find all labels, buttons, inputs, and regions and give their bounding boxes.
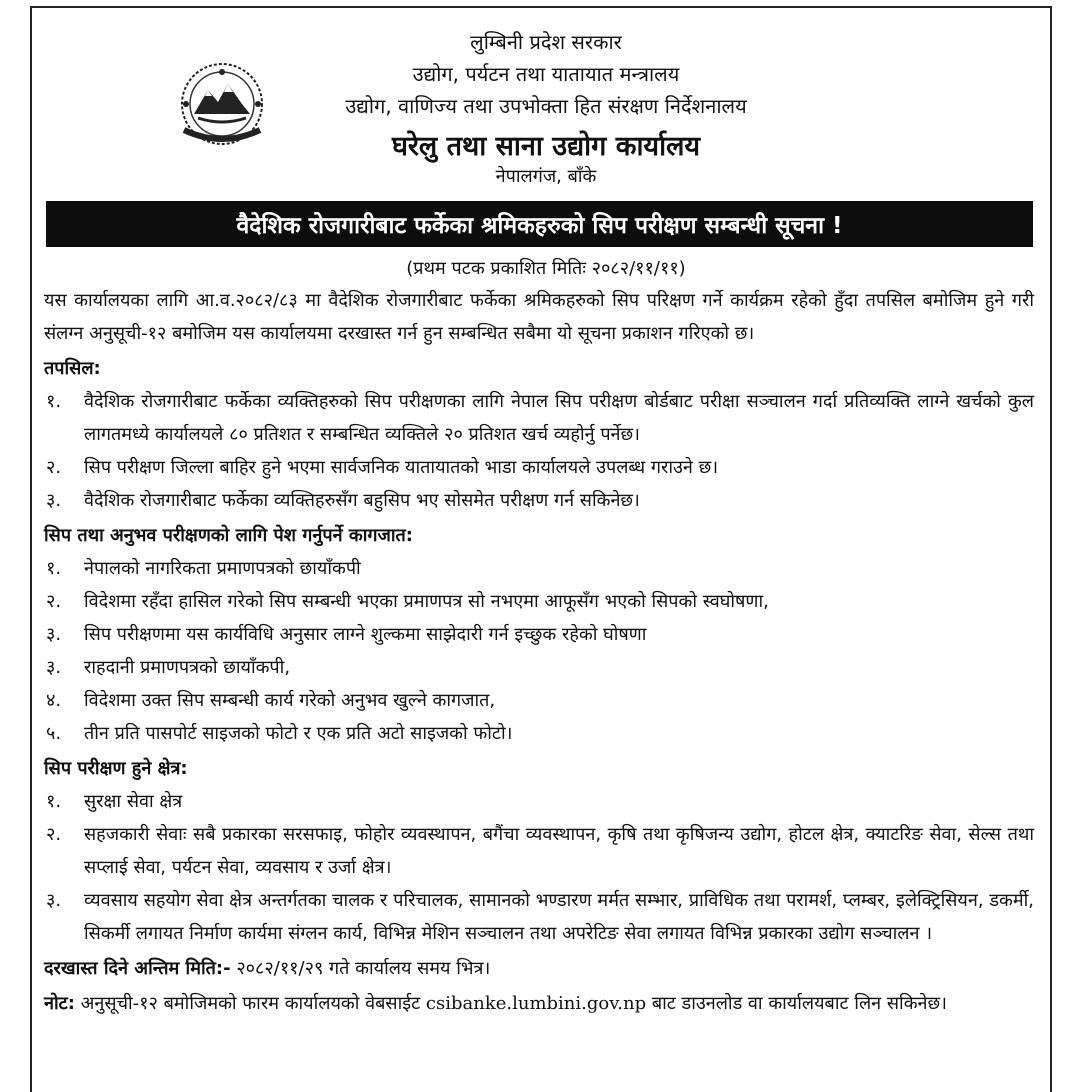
item-text: विदेशमा रहँदा हासिल गरेको सिप सम्बन्धी भएका प्रमाणपत्र सो नभएमा आफूसँग भएको सिपको स्वघोषणा, (84, 591, 769, 612)
details-heading: तपसिल: (44, 358, 101, 379)
list-item (44, 618, 1034, 651)
item-text: वैदेशिक रोजगारीबाट फर्केका व्यक्तिहरुको सिप परीक्षणका लागि नेपाल सिप परीक्षण बोर्डबाट परीक्षा सञ्चालन गर्दा प्रतिव्यक्ति लाग्ने खर्चको कुल लागतमध्ये कार्यालयले ८० प्रतिशत र सम्बन्धित व्यक्तिले २० प्रतिशत खर्च व्यहोर्नु पर्नेछ। (84, 391, 1034, 445)
item-text: व्यवसाय सहयोग सेवा क्षेत्र अन्तर्गतका चालक र परिचालक, सामानको भण्डारण मर्मत सम्भार, प्राविधिक तथा परामर्श, प्लम्बर, इलेक्ट्रिसियन, डकर्मी, सिकर्मी लगायत निर्माण कार्यमा संग्लन कार्य, विभिन्न मेशिन सञ्चालन तथा अपरेटिङ सेवा लगायत विभिन्न प्रकारका उद्योग सञ्चालन । (84, 890, 1034, 944)
deadline (44, 952, 1034, 985)
list-item (44, 451, 1034, 484)
sectors-heading: सिप परीक्षण हुने क्षेत्र: (44, 758, 188, 779)
item-text: विदेशमा उक्त सिप सम्बन्धी कार्य गरेको अनुभव खुल्ने कागजात, (84, 690, 496, 711)
notice-title-banner: वैदेशिक रोजगारीबाट फर्केका श्रमिकहरुको सिप परीक्षण सम्बन्धी सूचना ! (46, 201, 1033, 247)
list-item (44, 585, 1034, 618)
directorate-name: उद्योग, वाणिज्य तथा उपभोक्ता हित संरक्षण निर्देशनालय (345, 94, 747, 118)
deadline-value: २०८२/११/२९ गते कार्यालय समय भित्र। (236, 958, 491, 979)
note-label: नोट: (44, 993, 75, 1014)
list-item (44, 717, 1034, 750)
note-text: अनुसूची-१२ बमोजिमको फारम कार्यालयको वेबसाईट (80, 993, 421, 1014)
item-number: ३. (46, 624, 62, 645)
office-location: नेपालगंज, बाँके (495, 166, 597, 187)
item-number: २. (46, 457, 62, 478)
item-number: ४. (46, 690, 62, 711)
item-text: सिप परीक्षणमा यस कार्यविधि अनुसार लाग्ने शुल्कमा साझेदारी गर्न इच्छुक रहेको घोषणा (84, 624, 647, 645)
list-item (44, 785, 1034, 818)
item-number: ३. (46, 657, 62, 678)
item-number: ३. (46, 890, 62, 911)
list-item (44, 684, 1034, 717)
list-item (44, 484, 1034, 517)
documents-heading: सिप तथा अनुभव परीक्षणको लागि पेश गर्नुपर्ने कागजात: (44, 525, 413, 546)
item-text: तीन प्रति पासपोर्ट साइजको फोटो र एक प्रति अटो साइजको फोटो। (84, 723, 513, 744)
intro-paragraph: यस कार्यालयका लागि आ.व.२०८२/८३ मा वैदेशिक रोजगारीबाट फर्केका श्रमिकहरुको सिप परिक्षण गर्ने कार्यक्रम रहेको हुँदा तपसिल बमोजिम हुने गरी संलग्न अनुसूची-१२ बमोजिम यस कार्यालयमा दरखास्त गर्न हुन सम्बन्धित सबैमा यो सूचना प्रकाशन गरिएको छ। (44, 290, 1034, 344)
item-text: राहदानी प्रमाणपत्रको छायाँकपी, (84, 657, 291, 678)
note-text-after: बाट डाउनलोड वा कार्यालयबाट लिन सकिनेछ। (651, 993, 947, 1014)
deadline-label: दरखास्त दिने अन्तिम मिति:- (44, 958, 231, 979)
item-text: सिप परीक्षण जिल्ला बाहिर हुने भएमा सार्वजनिक यातायातको भाडा कार्यालयले उपलब्ध गराउने छ। (84, 457, 719, 478)
item-text: नेपालको नागरिकता प्रमाणपत्रको छायाँकपी (84, 558, 361, 579)
list-item (44, 385, 1034, 451)
note (44, 987, 1034, 1020)
item-number: १. (46, 791, 62, 812)
province-government: लुम्बिनी प्रदेश सरकार (470, 30, 622, 54)
item-text: वैदेशिक रोजगारीबाट फर्केका व्यक्तिहरुसँग बहुसिप भए सोसमेत परीक्षण गर्न सकिनेछ। (84, 490, 640, 511)
list-item (44, 818, 1034, 884)
item-number: ५. (46, 723, 62, 744)
item-number: ३. (46, 490, 62, 511)
item-text: सुरक्षा सेवा क्षेत्र (84, 791, 183, 812)
office-name: घरेलु तथा साना उद्योग कार्यालय (391, 131, 701, 162)
list-item (44, 884, 1034, 950)
website-link[interactable]: csibanke.lumbini.gov.np (425, 993, 647, 1014)
published-date: (प्रथम पटक प्रकाशित मितिः २०८२/११/११) (406, 258, 686, 279)
ministry-name: उद्योग, पर्यटन तथा यातायात मन्त्रालय (412, 62, 680, 86)
notice-body (44, 284, 1034, 1020)
list-item (44, 651, 1034, 684)
item-number: २. (46, 591, 62, 612)
list-item (44, 552, 1034, 585)
item-number: १. (46, 558, 62, 579)
item-text: सहजकारी सेवाः सबै प्रकारका सरसफाइ, फोहोर व्यवस्थापन, बगैंचा व्यवस्थापन, कृषि तथा कृषिजन्य उद्योग, होटल क्षेत्र, क्याटरिङ सेवा, सेल्स तथा सप्लाई सेवा, पर्यटन सेवा, व्यवसाय र उर्जा क्षेत्र। (84, 824, 1034, 878)
item-number: २. (46, 824, 62, 845)
item-number: १. (46, 391, 62, 412)
